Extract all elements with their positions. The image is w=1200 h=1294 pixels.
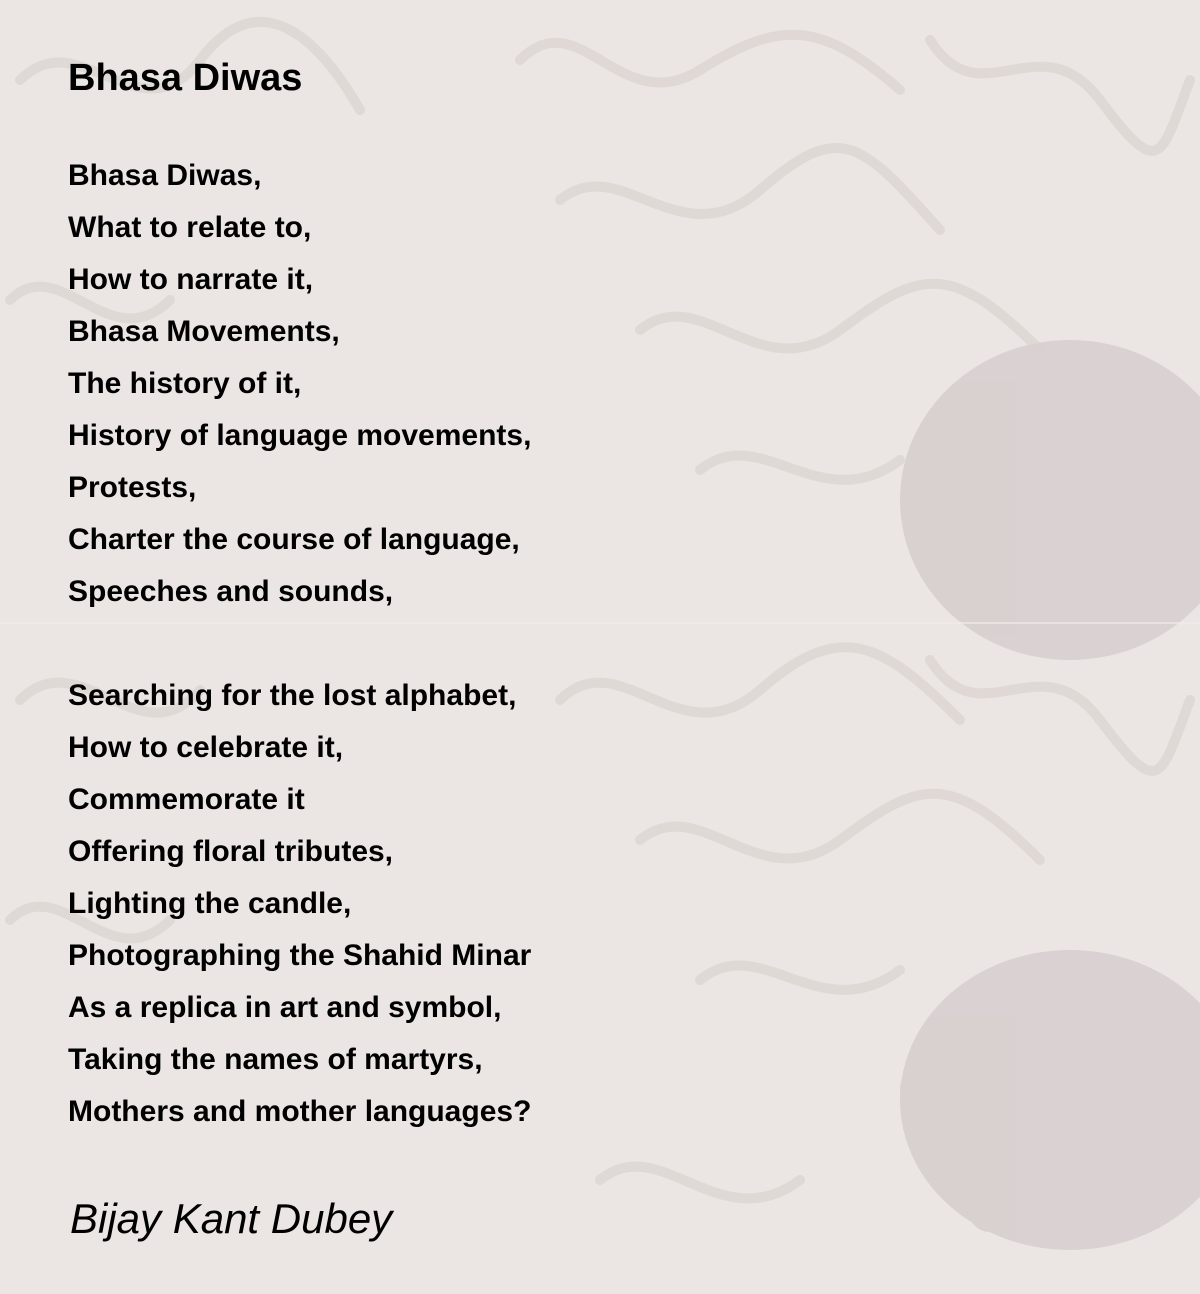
poem-line: Offering floral tributes, xyxy=(68,835,394,868)
stanza-1 xyxy=(68,150,531,618)
poem-line: Charter the course of language, xyxy=(68,523,520,556)
poem-line: How to narrate it, xyxy=(68,263,314,296)
poem-line: Searching for the lost alphabet, xyxy=(68,679,517,712)
poem-line: Photographing the Shahid Minar xyxy=(68,939,532,972)
poem-author: Bijay Kant Dubey xyxy=(70,1195,393,1242)
poem-line: As a replica in art and symbol, xyxy=(68,991,502,1024)
poem-line: Bhasa Movements, xyxy=(68,315,340,348)
poem-title: Bhasa Diwas xyxy=(68,57,303,99)
poem-line: Taking the names of martyrs, xyxy=(68,1043,483,1076)
poem-line: Bhasa Diwas, xyxy=(68,159,262,192)
poem-line: How to celebrate it, xyxy=(68,731,344,764)
poem-line: The history of it, xyxy=(68,367,302,400)
poem-line: Speeches and sounds, xyxy=(68,575,394,608)
poem-line: What to relate to, xyxy=(68,211,312,244)
poem-line: Lighting the candle, xyxy=(68,887,352,920)
stanza-2 xyxy=(68,670,531,1138)
poem-line: Commemorate it xyxy=(68,783,305,816)
poem-line: Mothers and mother languages? xyxy=(68,1095,532,1128)
poem-line: Protests, xyxy=(68,471,197,504)
poem-line: History of language movements, xyxy=(68,419,532,452)
